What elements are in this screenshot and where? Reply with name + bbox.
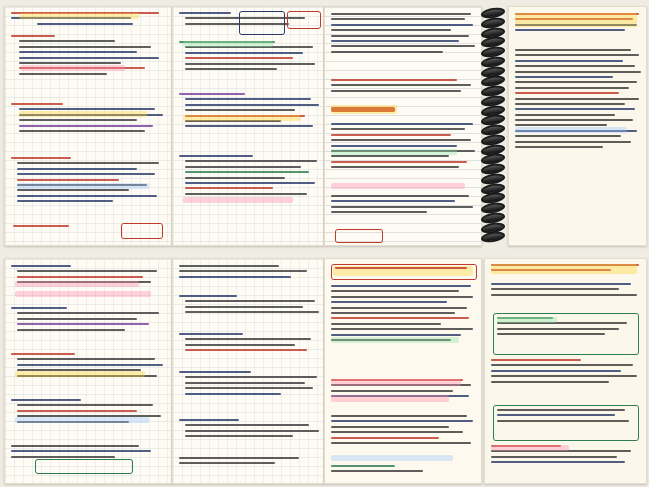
spiral-binding <box>482 4 504 246</box>
notebook-page-top-mid <box>324 6 482 246</box>
notebook-page-bottom-mid <box>324 258 482 484</box>
notebook-page-bottom-left-2 <box>172 258 324 484</box>
notebook-page-bottom-right <box>484 258 647 484</box>
notebook-page-bottom-left-1 <box>4 258 172 484</box>
highlight-box <box>121 223 163 239</box>
notebook-page-top-right <box>508 6 647 246</box>
notebook-page-top-left-2 <box>172 6 324 246</box>
notebook-page-top-left-1 <box>4 6 172 246</box>
